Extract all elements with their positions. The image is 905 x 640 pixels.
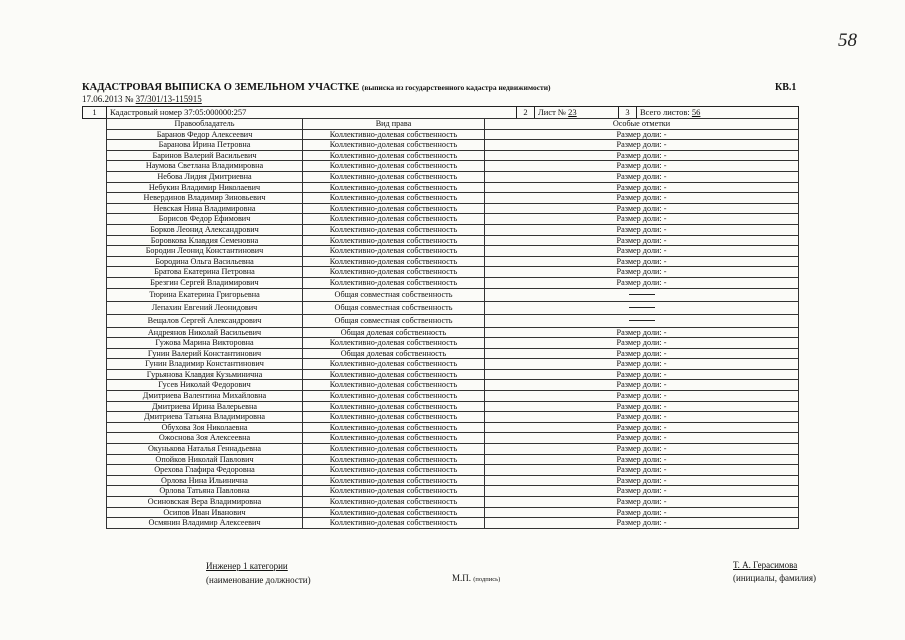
table-row (107, 433, 799, 444)
special-notes-cell: Размер доли: - (485, 359, 799, 370)
owner-name-cell: Ожоснова Зоя Алексеевна (107, 433, 303, 444)
table-row (107, 507, 799, 518)
right-type-cell: Коллективно-долевая собственность (303, 518, 485, 529)
table-row (107, 150, 799, 161)
table-row (107, 193, 799, 204)
right-type-cell: Общая долевая собственность (303, 348, 485, 359)
special-notes-cell: Размер доли: - (485, 235, 799, 246)
special-notes-cell: Размер доли: - (485, 412, 799, 423)
special-notes-cell: Размер доли: - (485, 380, 799, 391)
owner-name-cell: Баранов Федор Алексеевич (107, 129, 303, 140)
right-type-cell: Коллективно-долевая собственность (303, 246, 485, 257)
special-notes-cell: Размер доли: - (485, 497, 799, 508)
table-row (107, 246, 799, 257)
owners-body (107, 129, 799, 528)
table-row (107, 391, 799, 402)
table-row (107, 277, 799, 288)
right-type-cell: Коллективно-долевая собственность (303, 433, 485, 444)
cadastral-cell (107, 107, 517, 119)
right-type-cell: Коллективно-долевая собственность (303, 224, 485, 235)
special-notes-cell: Размер доли: - (485, 182, 799, 193)
right-type-cell: Коллективно-долевая собственность (303, 369, 485, 380)
cadastral-label: Кадастровый номер (110, 107, 182, 117)
special-notes-cell: Размер доли: - (485, 150, 799, 161)
table-row (107, 401, 799, 412)
column-header-owner: Правообладатель (107, 119, 303, 130)
owner-name-cell: Братова Екатерина Петровна (107, 267, 303, 278)
owner-name-cell: Гужова Марина Викторовна (107, 338, 303, 349)
special-notes-cell (485, 314, 799, 327)
owner-name-cell: Гурьянова Клавдия Кузьминична (107, 369, 303, 380)
special-notes-cell: Размер доли: - (485, 507, 799, 518)
special-notes-cell: Размер доли: - (485, 465, 799, 476)
owner-name-cell: Борков Леонид Александрович (107, 224, 303, 235)
owner-name-cell: Бородин Леонид Константинович (107, 246, 303, 257)
cadastral-number: 37:05:000000:257 (184, 107, 247, 117)
special-notes-cell: Размер доли: - (485, 214, 799, 225)
number-sign: № (124, 94, 134, 104)
owner-name-cell: Баринов Валерий Васильевич (107, 150, 303, 161)
table-row (107, 465, 799, 476)
right-type-cell: Коллективно-долевая собственность (303, 486, 485, 497)
right-type-cell: Коллективно-долевая собственность (303, 497, 485, 508)
table-row (107, 444, 799, 455)
special-notes-cell: Размер доли: - (485, 327, 799, 338)
special-notes-cell: Размер доли: - (485, 129, 799, 140)
table-row (107, 256, 799, 267)
right-type-cell: Коллективно-долевая собственность (303, 507, 485, 518)
right-type-cell: Коллективно-долевая собственность (303, 129, 485, 140)
table-row (107, 497, 799, 508)
right-type-cell: Коллективно-долевая собственность (303, 475, 485, 486)
special-notes-cell: Размер доли: - (485, 369, 799, 380)
owner-name-cell: Орлова Татьяна Павловна (107, 486, 303, 497)
special-notes-cell: Размер доли: - (485, 401, 799, 412)
right-type-cell: Коллективно-долевая собственность (303, 338, 485, 349)
sheet-cell (535, 107, 619, 119)
special-notes-cell: Размер доли: - (485, 348, 799, 359)
stamp-label: М.П. (452, 573, 472, 583)
special-notes-cell: Размер доли: - (485, 338, 799, 349)
right-type-cell: Коллективно-долевая собственность (303, 391, 485, 402)
owner-name-cell: Наумова Светлана Владимировна (107, 161, 303, 172)
owner-name-cell: Опойков Николай Павлович (107, 454, 303, 465)
header-row (83, 107, 799, 119)
owner-name-cell: Осмянин Владимир Алексеевич (107, 518, 303, 529)
owner-name-cell: Орлова Нина Ильинична (107, 475, 303, 486)
total-sheets-number: 56 (691, 107, 701, 117)
owner-name-cell: Осипов Иван Иванович (107, 507, 303, 518)
cell-three: 3 (619, 107, 637, 119)
table-row (107, 129, 799, 140)
owner-name-cell: Гунин Валерий Константинович (107, 348, 303, 359)
form-code: КВ.1 (775, 82, 797, 93)
special-notes-cell (485, 301, 799, 314)
handwritten-page-number: 58 (838, 30, 857, 51)
owner-name-cell: Борисов Федор Ефимович (107, 214, 303, 225)
signer-name-caption: (инициалы, фамилия) (733, 573, 816, 583)
signer-role: Инженер 1 категории (206, 561, 288, 571)
table-row (107, 171, 799, 182)
right-type-cell: Коллективно-долевая собственность (303, 401, 485, 412)
right-type-cell: Общая долевая собственность (303, 327, 485, 338)
cell-two: 2 (517, 107, 535, 119)
special-notes-cell: Размер доли: - (485, 203, 799, 214)
title-main: КАДАСТРОВАЯ ВЫПИСКА О ЗЕМЕЛЬНОМ УЧАСТКЕ (82, 82, 360, 93)
owner-name-cell: Дмитриева Валентина Михайловна (107, 391, 303, 402)
right-type-cell: Коллективно-долевая собственность (303, 182, 485, 193)
right-type-cell: Коллективно-долевая собственность (303, 267, 485, 278)
owner-name-cell: Окунькова Наталья Геннадьевна (107, 444, 303, 455)
stamp-caption: (подпись) (473, 576, 501, 583)
owner-name-cell: Баранова Ирина Петровна (107, 140, 303, 151)
sheet-label: Лист № (538, 107, 567, 117)
right-type-cell: Общая совместная собственность (303, 314, 485, 327)
table-row (107, 314, 799, 327)
table-row (107, 182, 799, 193)
special-notes-cell: Размер доли: - (485, 140, 799, 151)
right-type-cell: Коллективно-долевая собственность (303, 150, 485, 161)
table-row (107, 369, 799, 380)
row-number-cell: 1 (83, 107, 107, 119)
special-notes-cell: Размер доли: - (485, 193, 799, 204)
dash-mark (629, 320, 655, 321)
column-header-right: Вид права (303, 119, 485, 130)
document-number: 37/301/13-115915 (135, 94, 202, 104)
owner-name-cell: Осиновская Вера Владимировна (107, 497, 303, 508)
owner-name-cell: Небова Лидия Дмитриевна (107, 171, 303, 182)
right-type-cell: Коллективно-долевая собственность (303, 422, 485, 433)
owners-table (106, 118, 799, 529)
table-row (107, 203, 799, 214)
title-subtitle: (выписка из государственного кадастра недвижимости) (361, 83, 551, 92)
table-row (107, 224, 799, 235)
owner-name-cell: Вещалов Сергей Александрович (107, 314, 303, 327)
sheet-number: 23 (568, 107, 577, 117)
right-type-cell: Коллективно-долевая собственность (303, 214, 485, 225)
special-notes-cell (485, 288, 799, 301)
right-type-cell: Коллективно-долевая собственность (303, 161, 485, 172)
table-row (107, 422, 799, 433)
stamp-place (452, 573, 500, 583)
table-row (107, 288, 799, 301)
document-date: 17.06.2013 (82, 94, 123, 104)
owner-name-cell: Обухова Зоя Николаевна (107, 422, 303, 433)
special-notes-cell: Размер доли: - (485, 475, 799, 486)
right-type-cell: Коллективно-долевая собственность (303, 380, 485, 391)
document-date-line (82, 94, 202, 104)
right-type-cell: Коллективно-долевая собственность (303, 412, 485, 423)
right-type-cell: Коллективно-долевая собственность (303, 140, 485, 151)
right-type-cell: Коллективно-долевая собственность (303, 444, 485, 455)
owner-name-cell: Орехова Глафира Федоровна (107, 465, 303, 476)
table-row (107, 380, 799, 391)
table-row (107, 267, 799, 278)
dash-mark (629, 294, 655, 295)
special-notes-cell: Размер доли: - (485, 422, 799, 433)
special-notes-cell: Размер доли: - (485, 161, 799, 172)
owners-header-row (107, 119, 799, 130)
special-notes-cell: Размер доли: - (485, 256, 799, 267)
table-row (107, 454, 799, 465)
right-type-cell: Коллективно-долевая собственность (303, 235, 485, 246)
table-row (107, 348, 799, 359)
special-notes-cell: Размер доли: - (485, 277, 799, 288)
special-notes-cell: Размер доли: - (485, 518, 799, 529)
signer-role-caption: (наименование должности) (206, 575, 311, 585)
owner-name-cell: Невская Нина Владимировна (107, 203, 303, 214)
table-row (107, 412, 799, 423)
owner-name-cell: Андреянов Николай Васильевич (107, 327, 303, 338)
owner-name-cell: Гунин Владимир Константинович (107, 359, 303, 370)
owner-name-cell: Брезгин Сергей Владимирович (107, 277, 303, 288)
table-row (107, 161, 799, 172)
special-notes-cell: Размер доли: - (485, 267, 799, 278)
table-row (107, 338, 799, 349)
dash-mark (629, 307, 655, 308)
owner-name-cell: Бородина Ольга Васильевна (107, 256, 303, 267)
table-row (107, 475, 799, 486)
owner-name-cell: Небукин Владимир Николаевич (107, 182, 303, 193)
special-notes-cell: Размер доли: - (485, 391, 799, 402)
table-row (107, 235, 799, 246)
table-row (107, 301, 799, 314)
owner-name-cell: Дмитриева Татьяна Владимировна (107, 412, 303, 423)
document-title (82, 82, 802, 93)
table-row (107, 140, 799, 151)
right-type-cell: Общая совместная собственность (303, 288, 485, 301)
right-type-cell: Коллективно-долевая собственность (303, 171, 485, 182)
table-row (107, 327, 799, 338)
table-row (107, 486, 799, 497)
special-notes-cell: Размер доли: - (485, 224, 799, 235)
owner-name-cell: Лепахин Евгений Леонидович (107, 301, 303, 314)
owner-name-cell: Невердинов Владимир Зиновьевич (107, 193, 303, 204)
special-notes-cell: Размер доли: - (485, 444, 799, 455)
right-type-cell: Общая совместная собственность (303, 301, 485, 314)
total-sheets-label: Всего листов: (640, 107, 690, 117)
right-type-cell: Коллективно-долевая собственность (303, 203, 485, 214)
table-row (107, 214, 799, 225)
owner-name-cell: Гусев Николай Федорович (107, 380, 303, 391)
special-notes-cell: Размер доли: - (485, 486, 799, 497)
right-type-cell: Коллективно-долевая собственность (303, 256, 485, 267)
owner-name-cell: Дмитриева Ирина Валерьевна (107, 401, 303, 412)
right-type-cell: Коллективно-долевая собственность (303, 277, 485, 288)
special-notes-cell: Размер доли: - (485, 171, 799, 182)
special-notes-cell: Размер доли: - (485, 433, 799, 444)
right-type-cell: Коллективно-долевая собственность (303, 359, 485, 370)
owner-name-cell: Тюрина Екатерина Григорьевна (107, 288, 303, 301)
table-row (107, 359, 799, 370)
right-type-cell: Коллективно-долевая собственность (303, 465, 485, 476)
column-header-notes: Особые отметки (485, 119, 799, 130)
special-notes-cell: Размер доли: - (485, 454, 799, 465)
total-sheets-cell (637, 107, 799, 119)
owner-name-cell: Боровкова Клавдия Семеновна (107, 235, 303, 246)
table-row (107, 518, 799, 529)
right-type-cell: Коллективно-долевая собственность (303, 193, 485, 204)
special-notes-cell: Размер доли: - (485, 246, 799, 257)
signer-name: Т. А. Герасимова (733, 560, 798, 570)
right-type-cell: Коллективно-долевая собственность (303, 454, 485, 465)
